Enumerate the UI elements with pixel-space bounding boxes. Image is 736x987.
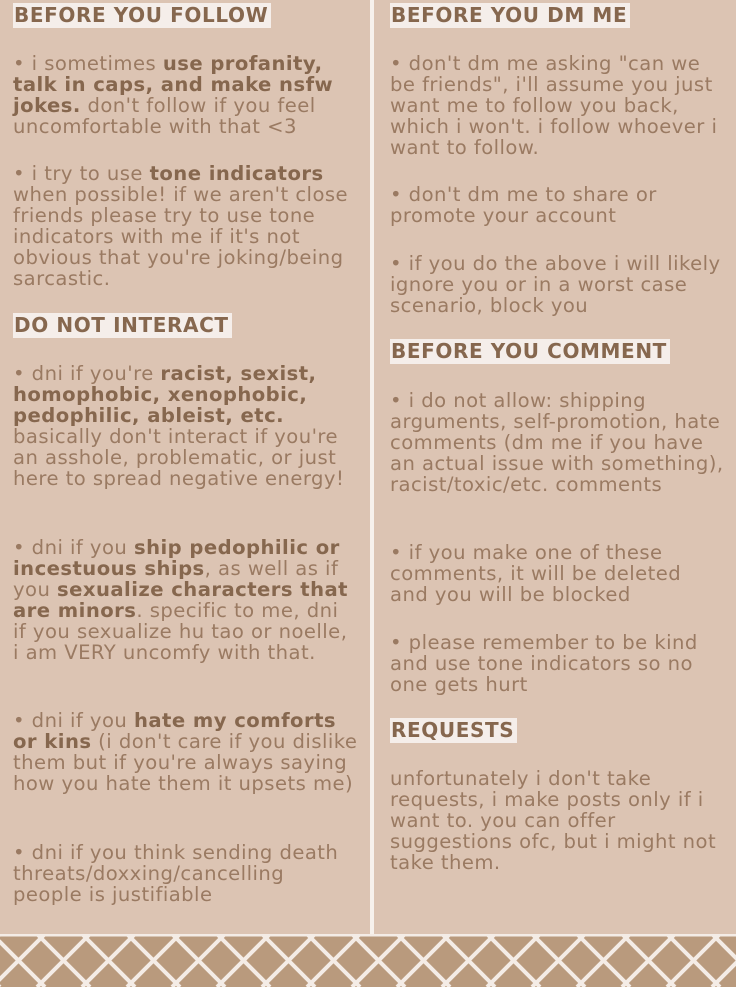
dni-paragraph-3: • dni if you hate my comforts or kins (i don't care if you dislike them but if you're always saying how you hate them it upsets me) xyxy=(13,709,358,795)
before-you-dm-heading: BEFORE YOU DM ME xyxy=(390,3,630,28)
do-not-interact-heading: DO NOT INTERACT xyxy=(13,313,232,338)
column-divider xyxy=(372,0,374,934)
before-you-comment-heading: BEFORE YOU COMMENT xyxy=(390,339,670,364)
diamond-pattern-footer xyxy=(0,934,736,987)
dni-paragraph-1: • dni if you're racist, sexist, homophobic, xenophobic, pedophilic, ableist, etc. basically don't interact if you're an asshole, problematic, or just here to spread negative energy! xyxy=(13,362,345,490)
before-comment-paragraph-1: • i do not allow: shipping arguments, self-promotion, hate comments (dm me if you have an actual issue with something), racist/toxic/etc. comments xyxy=(390,389,724,496)
dni-paragraph-2: • dni if you ship pedophilic or incestuous ships, as well as if you sexualize characters that are minors. specific to me, dni if you sexualize hu tao or noelle, i am VERY uncomfy with that. xyxy=(13,536,348,664)
requests-paragraph: unfortunately i don't take requests, i make posts only if i want to. you can offer suggestions ofc, but i might not take them. xyxy=(390,767,717,874)
requests-heading: REQUESTS xyxy=(390,718,517,743)
before-dm-paragraph-2: • don't dm me to share or promote your account xyxy=(390,183,657,227)
before-follow-paragraph-2: • i try to use tone indicators when possible! if we aren't close friends please try to use tone indicators with me if it's not obvious that you're joking/being sarcastic. xyxy=(13,162,349,290)
dni-paragraph-4: • dni if you think sending death threats/doxxing/cancelling people is justifiable xyxy=(13,841,339,906)
lattice-pattern-icon xyxy=(0,934,736,987)
before-you-follow-heading: BEFORE YOU FOLLOW xyxy=(13,3,271,28)
before-dm-paragraph-1: • don't dm me asking "can we be friends", i'll assume you just want me to follow you back, which i won't. i follow whoever i want to follow. xyxy=(390,52,718,159)
pattern-diagonal xyxy=(712,934,736,987)
before-comment-paragraph-3: • please remember to be kind and use tone indicators so no one gets hurt xyxy=(390,631,698,696)
before-dm-paragraph-3: • if you do the above i will likely ignore you or in a worst case scenario, block you xyxy=(390,252,721,317)
pattern-diagonal xyxy=(712,934,736,987)
before-follow-paragraph-1: • i sometimes use profanity, talk in caps, and make nsfw jokes. don't follow if you feel uncomfortable with that <3 xyxy=(13,52,334,138)
before-comment-paragraph-2: • if you make one of these comments, it will be deleted and you will be blocked xyxy=(390,541,682,606)
